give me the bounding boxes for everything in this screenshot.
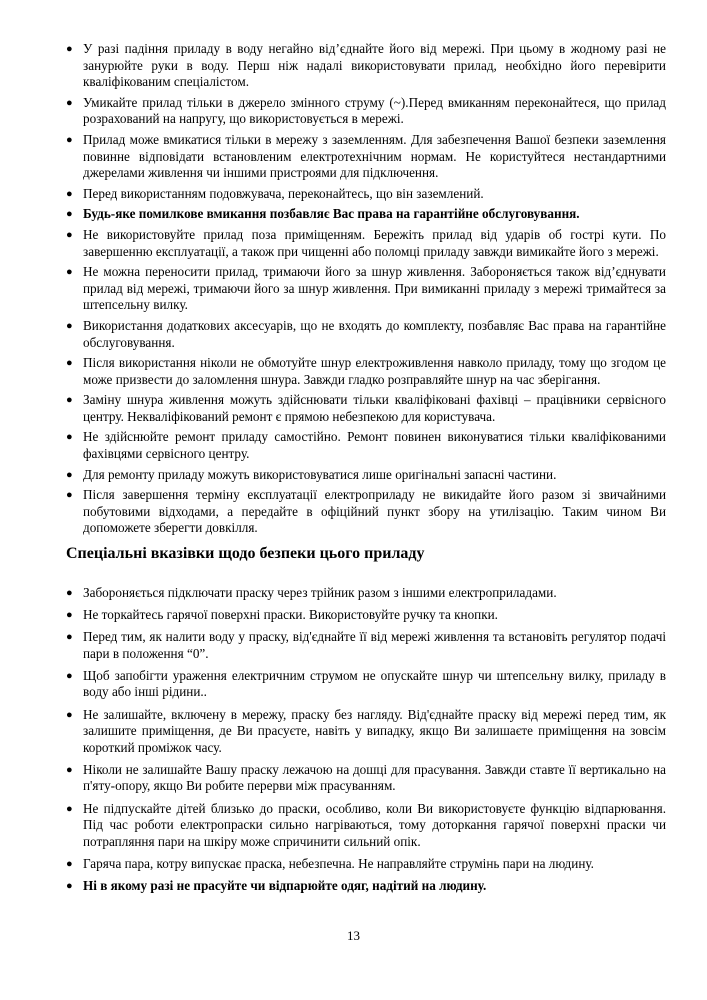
bullet-icon: ● xyxy=(66,208,73,221)
bullet-icon: ● xyxy=(66,763,73,776)
list-item xyxy=(66,668,666,701)
list-item xyxy=(66,227,666,260)
bullet-icon: ● xyxy=(66,357,73,370)
bullet-icon: ● xyxy=(66,43,73,55)
list-item-text: Не здійснюйте ремонт приладу самостійно. Ремонт повинен виконуватися тільки кваліфікованими фахівцями сервісного центру. xyxy=(83,429,666,462)
list-item xyxy=(66,585,666,602)
list-item xyxy=(66,132,666,182)
page-number: 13 xyxy=(347,928,360,943)
list-item-text: Заміну шнура живлення можуть здійснювати тільки кваліфіковані фахівці – працівники сервісного центру. Некваліфікований ремонт є прямою небезпекою для користувача. xyxy=(83,392,666,424)
list-item-text: Не підпускайте дітей близько до праски, особливо, коли Ви використовуєте функцію відпарювання. Під час роботи електропраски сильно нагріваються, тому доторкання гарячої поверхні праски чи потрапляння пари на шкіру може спричинити сильний опік. xyxy=(83,800,666,849)
bullet-icon: ● xyxy=(66,669,73,682)
list-item xyxy=(66,607,666,624)
bullet-icon: ● xyxy=(66,857,73,870)
bullet-icon: ● xyxy=(66,708,73,721)
list-item xyxy=(66,318,666,351)
list-item-text: Після завершення терміну експлуатації електроприладу не викидайте його разом зі звичайними побутовими відходами, а передайте в офіційний пункт збору на утилізацію. Таким чином Ви допоможете зберегти довкілля. xyxy=(83,487,666,536)
list-item-text: Не залишайте, включену в мережу, праску без нагляду. Від'єднайте праску від мережі перед тим, як залишите приміщення, де Ви прасуєте, навіть у випадку, якщо Ви залишаєте приміщення на зовсім короткий проміжок часу. xyxy=(83,706,666,755)
bullet-icon: ● xyxy=(66,431,73,444)
bullet-icon: ● xyxy=(66,96,73,109)
bullet-icon: ● xyxy=(66,802,73,815)
list-item xyxy=(66,629,666,662)
list-item xyxy=(66,467,666,484)
list-item xyxy=(66,41,666,91)
list-item xyxy=(66,487,666,537)
bullet-icon: ● xyxy=(66,489,73,502)
list-item xyxy=(66,707,666,757)
list-item-text: Забороняється підключати праску через трійник разом з іншими електроприладами. xyxy=(83,585,557,600)
list-item-text: Гаряча пара, котру випускає праска, небезпечна. Не направляйте струмінь пари на людину. xyxy=(83,855,594,871)
bullet-icon: ● xyxy=(66,609,73,622)
list-item-text: Умикайте прилад тільки в джерело змінного струму (~).Перед вмиканням переконайтеся, що прилад розрахований на напругу, що використовується в мережі. xyxy=(83,94,666,127)
bullet-icon: ● xyxy=(66,228,73,241)
list-item-text: Щоб запобігти ураження електричним струмом не опускайте шнур чи штепсельну вилку, приладу в воду або інші рідини.. xyxy=(83,667,666,700)
bullet-icon: ● xyxy=(66,879,73,892)
list-item xyxy=(66,95,666,128)
list-item-text: Прилад може вмикатися тільки в мережу з заземленням. Для забезпечення Вашої безпеки заземлення повинне відповідати встановленим електротехнічним нормам. Не користуйтеся нестандартними джерелами живлення чи іншими пристроями для підключення. xyxy=(83,131,666,181)
bullet-icon: ● xyxy=(66,319,73,332)
list-item xyxy=(66,429,666,462)
list-item-text: Використання додаткових аксесуарів, що не входять до комплекту, позбавляє Вас права на гарантійне обслуговування. xyxy=(83,317,666,350)
list-item xyxy=(66,878,666,895)
list-item-text: Для ремонту приладу можуть використовуватися лише оригінальні запасні частини. xyxy=(83,466,557,482)
list-item-text: Ні в якому разі не прасуйте чи відпарюйте одяг, надітий на людину. xyxy=(83,877,487,893)
list-item xyxy=(66,762,666,795)
bullet-icon: ● xyxy=(66,587,73,599)
list-item xyxy=(66,355,666,388)
list-item xyxy=(66,392,666,425)
bullet-icon: ● xyxy=(66,468,73,481)
list-item xyxy=(66,801,666,851)
bullet-icon: ● xyxy=(66,394,73,407)
list-item-text: Не торкайтесь гарячої поверхні праски. Використовуйте ручку та кнопки. xyxy=(83,607,498,623)
bullet-icon: ● xyxy=(66,187,73,200)
list-item-text: Не використовуйте прилад поза приміщенням. Бережіть прилад від ударів об гострі кути. По завершенню експлуатації, а також при чищенні або поломці приладу завжди вимикайте його з мережі. xyxy=(83,226,666,259)
list-item-text: У разі падіння приладу в воду негайно від’єднайте його від мережі. При цьому в жодному разі не занурюйте руки в воду. Перш ніж надалі використовувати прилад, необхідно його перевірити кваліфікованим спеціалістом. xyxy=(83,41,666,90)
bullet-icon: ● xyxy=(66,133,73,146)
list-item xyxy=(66,186,666,203)
bullet-icon: ● xyxy=(66,266,73,279)
list-item-text: Перед тим, як налити воду у праску, від'єднайте її від мережі живлення та встановіть регулятор подачі пари в положення “0”. xyxy=(83,629,666,661)
bullet-icon: ● xyxy=(66,631,73,644)
list-item-text: Будь-яке помилкове вмикання позбавляє Вас права на гарантійне обслуговування. xyxy=(83,206,580,222)
special-safety-list xyxy=(66,585,666,900)
list-item xyxy=(66,856,666,873)
list-item-text: Ніколи не залишайте Вашу праску лежачою на дошці для прасування. Завжди ставте її вертикально на п'яту-опору, якщо Ви робите перерви між прасуванням. xyxy=(83,761,666,794)
list-item-text: Після використання ніколи не обмотуйте шнур електроживлення навколо приладу, тому що згодом це може призвести до заломлення шнура. Завжди гладко розправляйте шнур на час зберігання. xyxy=(83,355,666,387)
list-item xyxy=(66,264,666,314)
list-item xyxy=(66,206,666,223)
list-item-text: Не можна переносити прилад, тримаючи його за шнур живлення. Забороняється також від’єднувати прилад від мережі, тримаючи його за шнур живлення. При вимиканні приладу з мережі тримайтеся за штепсельну вилку. xyxy=(83,264,666,313)
general-safety-list xyxy=(66,41,666,541)
list-item-text: Перед використанням подовжувача, переконайтесь, що він заземлений. xyxy=(83,185,484,201)
section-heading: Спеціальні вказівки щодо безпеки цього приладу xyxy=(66,545,425,562)
